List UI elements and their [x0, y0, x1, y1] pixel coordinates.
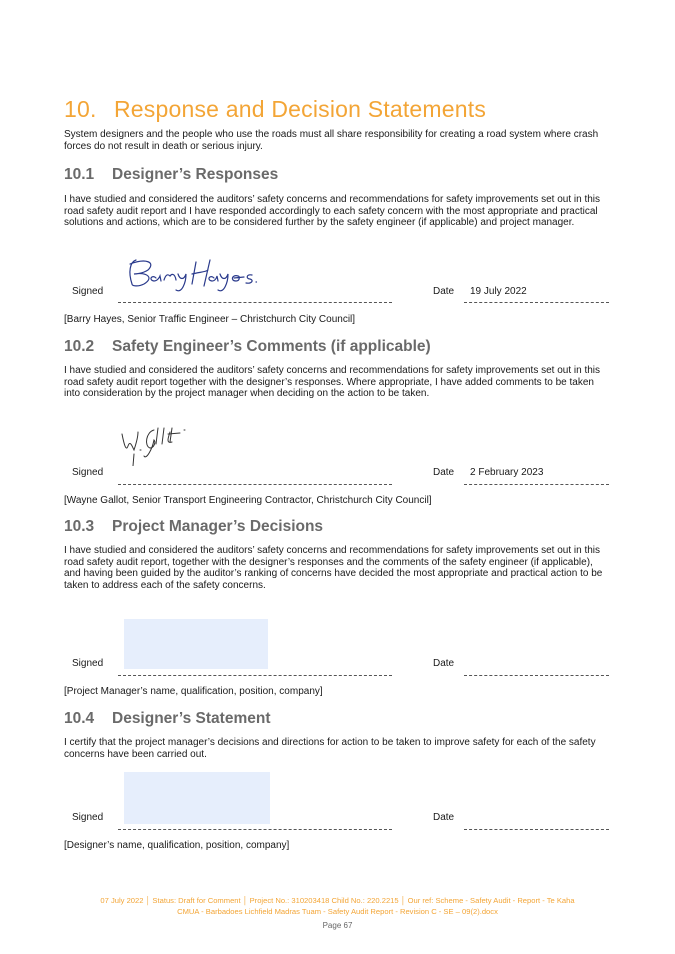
signatory-10-3: [Project Manager’s name, qualification, position, company]: [64, 686, 323, 697]
signed-label-10-2: Signed: [72, 467, 104, 478]
safety-engineer-body: I have studied and considered the auditors’ safety concerns and recommendations for safety improvements set out in this road safety audit report together with the designer’s responses. Where appropriate, I have added comments to be taken into consideration by the project manager when deciding on the action to be taken.: [64, 365, 601, 400]
date-label-10-3: Date: [433, 658, 455, 669]
subsection-number: 10.2: [64, 338, 95, 355]
signature-field-project-manager[interactable]: [124, 619, 268, 669]
project-manager-body: I have studied and considered the auditors’ safety concerns and recommendations for safety improvements set out in this road safety audit report, together with the designer’s responses and the comments of the safety engineer (if applicable), and having been guided by the auditor’s ranking of concerns have decided the most appropriate and practical action to be taken to address each of the safety concerns.: [64, 545, 603, 591]
subsection-heading-10-1: [64, 166, 278, 184]
footer-line-1: 07 July 2022 │ Status: Draft for Comment │ Project No.: 310203418 Child No.: 220.2215 │ Our ref: Scheme - Safety Audit - Report - Te Kaha: [100, 896, 575, 905]
designer-statement-body: I certify that the project manager’s decisions and directions for action to be taken to improve safety for each of the safety concerns have been carried out.: [64, 737, 596, 760]
footer-line-2: CMUA - Barbadoes Lichfield Madras Tuam - Safety Audit Report - Revision C - SE – 09(2).docx: [177, 906, 498, 916]
signature-line-10-3: [118, 675, 392, 676]
signed-label-10-1: Signed: [72, 286, 104, 297]
subsection-title: Designer’s Responses: [112, 166, 279, 183]
section-title: Response and Decision Statements: [114, 96, 487, 122]
signature-barry-hayes: [118, 254, 258, 296]
page-number: Page 67: [322, 921, 353, 930]
signatory-10-1: [Barry Hayes, Senior Traffic Engineer – Christchurch City Council]: [64, 314, 356, 325]
date-line-10-1: [464, 302, 609, 303]
subsection-title: Designer’s Statement: [112, 710, 271, 727]
subsection-heading-10-3: [64, 518, 323, 536]
signature-line-10-2: [118, 484, 392, 485]
signed-label-10-4: Signed: [72, 812, 104, 823]
date-label-10-2: Date: [433, 467, 455, 478]
subsection-number: 10.4: [64, 710, 95, 727]
section-heading: [64, 96, 486, 123]
subsection-number: 10.1: [64, 166, 95, 183]
signature-line-10-4: [118, 829, 392, 830]
section-number: 10.: [64, 96, 97, 122]
signature-field-designer[interactable]: [124, 772, 270, 824]
date-line-10-4: [464, 829, 609, 830]
footer: [60, 896, 615, 917]
subsection-title: Safety Engineer’s Comments (if applicable): [112, 338, 431, 355]
date-value-10-1: 19 July 2022: [470, 286, 527, 297]
intro-paragraph: System designers and the people who use the roads must all share responsibility for creating a road system where crash forces do not result in death or serious injury.: [64, 129, 599, 152]
subsection-title: Project Manager’s Decisions: [112, 518, 324, 535]
signatory-10-4: [Designer’s name, qualification, position, company]: [64, 840, 290, 851]
signed-label-10-3: Signed: [72, 658, 104, 669]
subsection-number: 10.3: [64, 518, 95, 535]
signature-wayne-gallot: [118, 424, 218, 466]
date-value-10-2: 2 February 2023: [470, 467, 544, 478]
subsection-heading-10-4: [64, 710, 271, 728]
designer-responses-body: I have studied and considered the auditors’ safety concerns and recommendations for safety improvements set out in this road safety audit report and I have responded accordingly to each safety concern with the most appropriate and practical solutions and actions, which are to be considered further by the safety engineer (if applicable) and project manager.: [64, 194, 601, 229]
subsection-heading-10-2: [64, 338, 431, 356]
date-line-10-2: [464, 484, 609, 485]
signature-line-10-1: [118, 302, 392, 303]
signatory-10-2: [Wayne Gallot, Senior Transport Engineering Contractor, Christchurch City Council]: [64, 495, 432, 506]
date-label-10-1: Date: [433, 286, 455, 297]
date-line-10-3: [464, 675, 609, 676]
date-label-10-4: Date: [433, 812, 455, 823]
